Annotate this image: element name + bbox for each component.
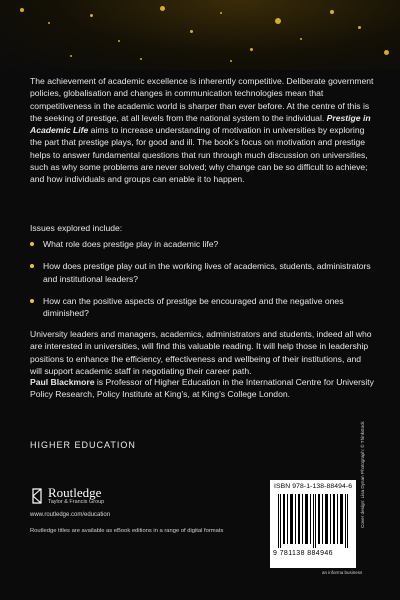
sparkle-header-image [0, 0, 400, 70]
publisher-group: Taylor & Francis Group [48, 499, 105, 505]
bullet-icon [30, 242, 34, 246]
routledge-logo-icon [30, 486, 44, 506]
list-item: What role does prestige play in academic life? [30, 238, 375, 250]
list-item: How can the positive aspects of prestige be encouraged and the negative ones diminished? [30, 295, 375, 320]
publisher-block [30, 486, 240, 534]
audience-paragraph: University leaders and managers, academics, administrators and students, indeed all who are interested in universities, will find this valuable reading. It will help those in leadership positions to enhance the efficiency, effectiveness and wellbeing of their institutions, and will support academic staff in negotiating their career path. [30, 329, 372, 376]
barcode-icon [278, 494, 350, 548]
informa-note: an informa business [322, 570, 363, 575]
isbn-text: ISBN 978-1-138-88494-6 [274, 483, 353, 490]
issues-label: Issues explored include: [30, 223, 123, 233]
publisher-url: www.routledge.com/education [30, 512, 111, 518]
description-text: The achievement of academic excellence is inherently competitive. Deliberate government policies, globalisation and changes in communication technologies mean that competitiveness in the academic world is sharper than ever before. At the centre of this is the seeking of prestige, at all levels from the national system to the individual. [30, 76, 374, 123]
bullet-icon [30, 299, 34, 303]
publisher-name: Routledge [48, 485, 102, 500]
book-title: Prestige in Academic Life [30, 112, 371, 136]
description-paragraph [30, 75, 375, 186]
isbn-barcode [270, 480, 356, 568]
author-bio-text: is Professor of Higher Education in the International Centre for University Policy Research, Policy Institute at King’s, at King’s College London. [30, 377, 374, 400]
bullet-icon [30, 264, 34, 268]
description-text-cont: aims to increase understanding of motivation in universities by exploring the part that prestige plays, for good and ill. The book’s focus on motivation and prestige helps to answer fundamental questions that run through much discussion on universities, such as why some problems are never solved; why change can be so difficult to achieve; and how individuals and groups can enable it to happen. [30, 125, 368, 185]
subject-category: HIGHER EDUCATION [30, 440, 136, 450]
ebook-note: Routledge titles are available as eBook editions in a range of digital formats [30, 528, 224, 534]
barcode-digits: 9 781138 884946 [273, 550, 333, 557]
author-bio [30, 376, 375, 401]
cover-credit: Cover design: Lisa Dynan Photograph: © Thinkstock [360, 421, 365, 528]
issues-list [30, 238, 375, 329]
author-name: Paul Blackmore [30, 377, 95, 387]
list-item: How does prestige play out in the working lives of academics, students, administrators and institutional leaders? [30, 260, 375, 285]
